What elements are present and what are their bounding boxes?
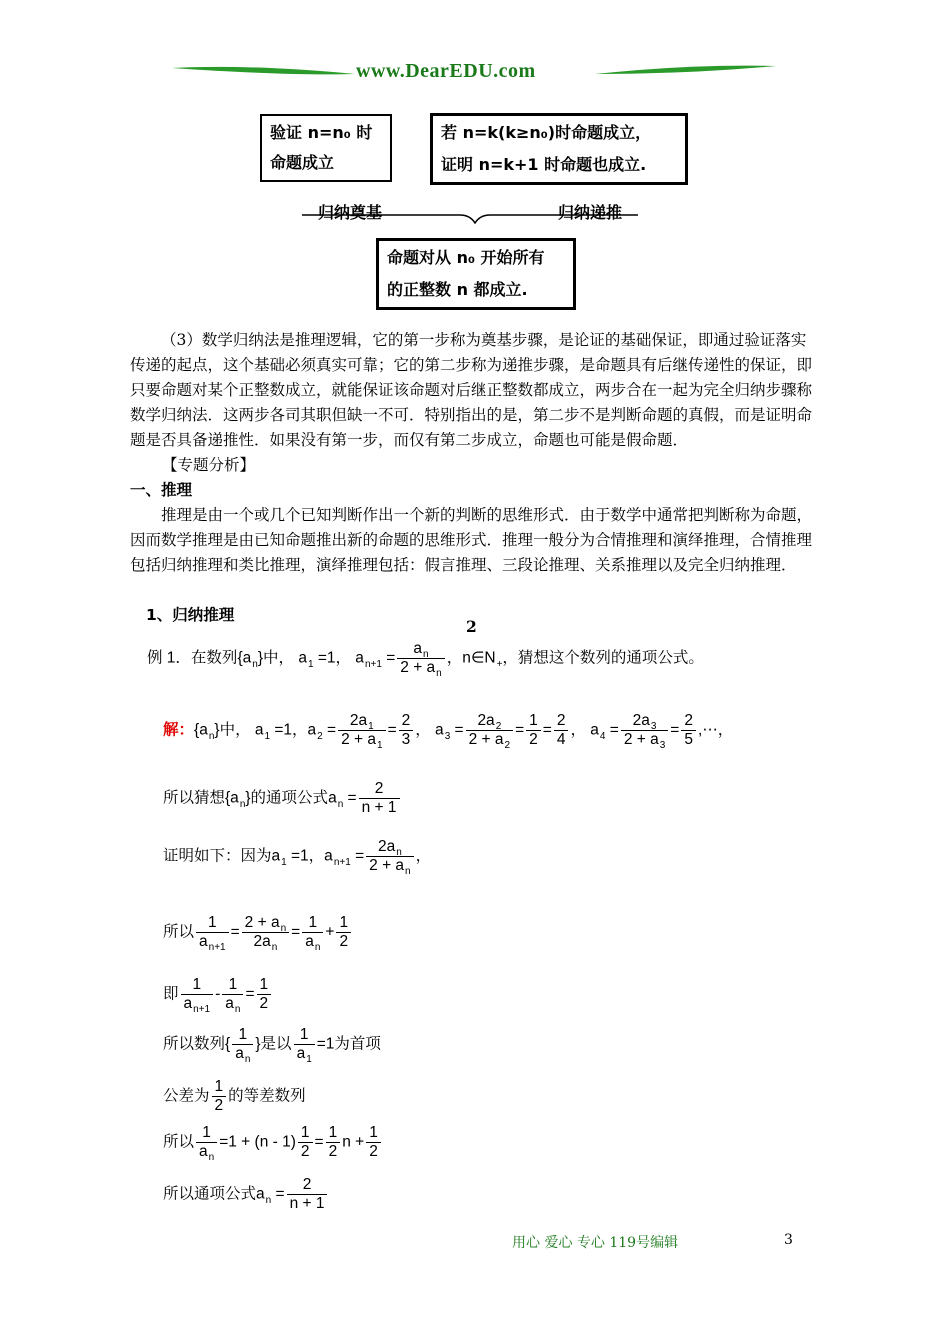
- page-number-small: 2: [466, 617, 477, 636]
- diagram-box-base: [260, 114, 392, 182]
- box-line: 验证 n=n₀ 时: [270, 123, 373, 142]
- diagram-box-step: [430, 113, 688, 185]
- arithmetic-sequence-line: 所以数列{ $\frac{1}{a_n}$ }是以 $\frac{1}{a_1}$ =1为首项: [163, 1026, 381, 1065]
- diff-text-1: 公差为: [163, 1087, 210, 1105]
- example-1: 例 1．在数列$\{a_n\}$中， $a_1 =1$， $a_{n+1}$ = $\frac{a_n}{2 + a_n}$ ，$n\in N_+$，猜想这个数列的通项公式。: [147, 640, 704, 679]
- subsection-title-induction: 1、归纳推理: [146, 606, 235, 624]
- example-prefix: 例 1．在数列: [147, 649, 238, 667]
- special-analysis-title: 【专题分析】: [162, 456, 256, 474]
- box-line: 若 n=k(k≥n₀)时命题成立，: [441, 123, 652, 142]
- footer-page-number: 3: [784, 1232, 793, 1248]
- box-line: 命题成立: [270, 153, 335, 172]
- ie-text: 即: [163, 985, 179, 1003]
- site-header: www.DearEDU.com: [356, 60, 536, 82]
- seq-mid: }中，: [257, 649, 294, 667]
- proof-intro: 证明如下：因为: [163, 847, 272, 865]
- cond-a-val: =1，: [317, 649, 351, 667]
- solution-line-1: 解：$\{a_n\}$中， $a_1 =1$，$a_2$ = $\frac{2a_1}{2 + a_1}$ = $\frac{2}{3}$ ， $a_3$ = $\frac{2a_2}{2 + a_2}$ = $\frac{1}{2}$ = $\frac{2}{4}$ ， $a_4$ = $\frac{2a_3}{2 + a_3}$ = $\frac{2}{5}$ ,⋯，: [163, 712, 734, 751]
- solution-label: 解：: [163, 721, 195, 739]
- label-induction-base: 归纳奠基: [318, 203, 383, 222]
- diff-text-2: 的等差数列: [228, 1087, 306, 1105]
- guess-line: 所以猜想$\{a_n\}$的通项公式$a_n$ = $\frac{2}{n + 1}$: [163, 780, 402, 817]
- general-term-derivation-line: 所以 $\frac{1}{a_n}$ =1 + (n - 1) $\frac{1}{2}$ = $\frac{1}{2}$ n + $\frac{1}{2}$: [163, 1124, 383, 1161]
- guess-text2: }的通项公式: [245, 789, 329, 807]
- label-induction-step: 归纳递推: [558, 203, 623, 222]
- so-text-1: 所以: [163, 923, 195, 941]
- recurrence-fraction: $\frac{a_n}{2 + a_n}$: [397, 640, 444, 677]
- box-line: 证明 n=k+1 时命题也成立.: [441, 155, 647, 174]
- example-tail2: ，猜想这个数列的通项公式。: [502, 649, 704, 667]
- cond-a: a: [298, 649, 307, 667]
- seq-open: {a: [237, 649, 252, 667]
- box-line: 命题对从 n₀ 开始所有: [387, 248, 545, 267]
- final-text: 所以通项公式: [163, 1185, 257, 1203]
- box-line: 的正整数 n 都成立.: [387, 280, 528, 299]
- seq-text-1: 所以数列{: [163, 1035, 231, 1053]
- section-title-reasoning: 一、推理: [130, 481, 193, 499]
- guess-text: 所以猜想{a: [163, 789, 239, 807]
- section-reasoning-text: 推理是由一个或几个已知判断作出一个新的判断的思维形式．由于数学中通常把判断称为命题，因而数学推理是由已知命题推出新的命题的思维形式．推理一般分为合情推理和演绎推理，合情推理包括归纳推理和类比推理，演绎推理包括：假言推理、三段论推理、关系推理以及完全归纳推理．: [130, 506, 813, 574]
- common-difference-line: 公差为 $\frac{1}{2}$ 的等差数列: [163, 1078, 306, 1114]
- paragraph-3: （3）数学归纳法是推理逻辑，它的第一步称为奠基步骤，是论证的基础保证，即通过验证落实传递的起点，这个基础必须真实可靠；它的第二步称为递推步骤，是命题具有后继传递性的保证，即只要命题对某个正整数成立，就能保证该命题对后继正整数都成立，两步合在一起为完全归纳步骤称数学归纳法．这两步各司其职但缺一不可．特别指出的是，第二步不是判断命题的真假，而是证明命题是否具备递推性．如果没有第一步，而仅有第二步成立，命题也可能是假命题．: [130, 331, 813, 449]
- seq-text-3: =1为首项: [316, 1035, 381, 1053]
- example-tail: ，n∈N: [446, 649, 496, 667]
- seq-text-2: }是以: [255, 1035, 292, 1053]
- difference-line: 即 $\frac{1}{a_{n+1}}$ - $\frac{1}{a_n}$ = $\frac{1}{2}$: [163, 976, 273, 1013]
- reciprocal-line: 所以 $\frac{1}{a_{n+1}}$ = $\frac{2 + a_n}{2a_n}$ = $\frac{1}{a_n}$ + $\frac{1}{2}$: [163, 914, 353, 951]
- diagram-box-conclusion: [376, 238, 576, 310]
- footer-text: 用心 爱心 专心 119号编辑: [512, 1235, 679, 1251]
- so-text-2: 所以: [163, 1133, 195, 1151]
- final-formula-line: 所以通项公式$a_n$ = $\frac{2}{n + 1}$: [163, 1176, 329, 1213]
- proof-intro-line: 证明如下：因为$a_1 =1$，$a_{n+1}$ = $\frac{2a_n}{2 + a_n}$ ，: [163, 838, 432, 877]
